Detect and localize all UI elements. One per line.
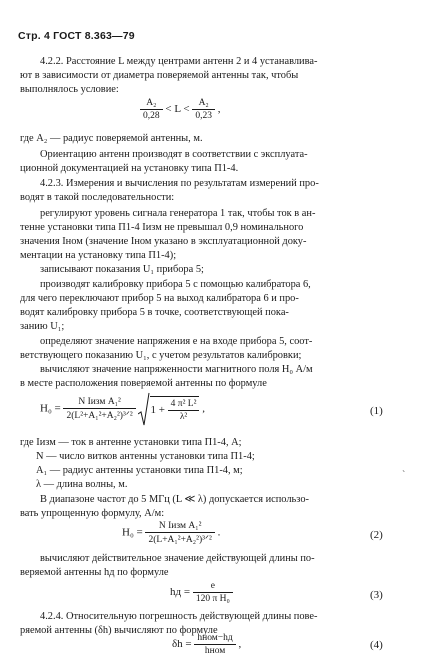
paragraph-line: веряемой антенны hд по формуле xyxy=(20,567,169,578)
numerator: N Iизм A₁² xyxy=(63,397,135,409)
paragraph-line: N — число витков антенны установки типа П1-4; xyxy=(36,451,255,462)
punct: . xyxy=(217,526,221,539)
punct: , xyxy=(202,402,205,415)
condition-formula xyxy=(140,98,220,121)
denominator: 2(L+A₁²+A₂²)³ᐟ² xyxy=(148,535,212,545)
paragraph-line: регулируют уровень сигнала генератора 1 так, чтобы ток в ан- xyxy=(40,208,316,219)
paragraph-line: тенне установки типа П1-4 Iизм не превышал 0,9 номинального xyxy=(20,222,304,233)
paragraph-line: в месте расположения поверяемой антенны по формуле xyxy=(20,378,267,389)
numerator: A₂ xyxy=(192,98,215,110)
paragraph-line: вать упрощенную формулу, А/м: xyxy=(20,508,165,519)
denominator: 0,28 xyxy=(143,111,160,121)
punct: , xyxy=(238,638,242,651)
formula-3 xyxy=(170,581,233,604)
paragraph-line: водят в такой последовательности: xyxy=(20,192,175,203)
paragraph-line: λ — длина волны, м. xyxy=(36,479,128,490)
sqrt-body xyxy=(150,396,199,422)
paragraph-line: ют в зависимости от диаметра поверяемой антенны так, чтобы xyxy=(20,70,299,81)
square-root xyxy=(138,392,199,426)
formula-lhs: H₀ = xyxy=(40,402,61,415)
denominator: 120 π H₀ xyxy=(195,594,230,604)
paragraph-line: занию U₁; xyxy=(20,321,65,332)
paragraph-line: ряемой антенны (δh) вычисляют по формуле xyxy=(20,625,218,636)
denominator: hном xyxy=(204,646,226,656)
paragraph-line: ментации на установку типа П1-4); xyxy=(20,250,177,261)
paragraph-line: A₁ — радиус антенны установки типа П1-4, м; xyxy=(36,465,243,476)
denominator: λ² xyxy=(179,412,188,422)
punct: , xyxy=(217,103,221,116)
paragraph-line: где A₂ — радиус поверяемой антенны, м. xyxy=(20,133,203,144)
fraction xyxy=(168,399,200,422)
paragraph-line: для чего переключают прибор 5 на выход калибратора 6 и про- xyxy=(20,293,299,304)
paragraph-line: выполнялось условие: xyxy=(20,84,119,95)
stray-mark: ˋ xyxy=(402,470,406,481)
fraction xyxy=(194,633,235,656)
paragraph-line: водят калибровку прибора 5 в точке, соответствующей пока- xyxy=(20,307,289,318)
sqrt-sign-icon xyxy=(138,392,150,426)
numerator: 4 π² L² xyxy=(168,399,200,411)
paragraph-line: определяют значение напряжения e на входе прибора 5, соот- xyxy=(40,336,313,347)
fraction xyxy=(145,521,214,545)
paragraph-line: ционной документацией на установку типа П1-4. xyxy=(20,163,239,174)
fraction xyxy=(192,98,215,121)
paragraph-line: вычисляют действительное значение действующей длины по- xyxy=(40,553,315,564)
denominator: 0,23 xyxy=(195,111,212,121)
formula-1 xyxy=(40,392,205,426)
fraction xyxy=(140,98,163,121)
paragraph-line: значения Iном (значение Iном указано в эксплуатационной доку- xyxy=(20,236,307,247)
numerator: A₂ xyxy=(140,98,163,110)
fraction xyxy=(63,397,135,421)
paragraph-line: В диапазоне частот до 5 МГц (L ≪ λ) допускается использо- xyxy=(40,494,309,505)
numerator: hном−hд xyxy=(194,633,235,645)
formula-lhs: H₀ = xyxy=(122,526,143,539)
paragraph-line: ветствующего показанию U₁, с учетом результатов калибровки; xyxy=(20,350,302,361)
fraction xyxy=(193,581,233,604)
paragraph-line: 4.2.2. Расстояние L между центрами антенн 2 и 4 устанавлива- xyxy=(40,56,318,67)
equation-number: (2) xyxy=(370,529,383,541)
page-header: Стр. 4 ГОСТ 8.363—79 xyxy=(18,30,135,42)
numerator: N Iизм A₁² xyxy=(145,521,214,533)
formula-lhs: hд = xyxy=(170,586,191,599)
paragraph-line: вычисляют значение напряженности магнитного поля H₀ А/м xyxy=(40,364,313,375)
formula-lhs: δh = xyxy=(172,638,192,651)
formula-4 xyxy=(172,633,241,656)
equation-number: (3) xyxy=(370,589,383,601)
denominator: 2(L²+A₁²+A₂²)³ᐟ² xyxy=(66,411,133,421)
paragraph-line: 4.2.4. Относительную погрешность действующей длины пове- xyxy=(40,611,318,622)
equation-number: (4) xyxy=(370,639,383,651)
inequality: < L < xyxy=(165,103,190,116)
formula-2 xyxy=(122,521,220,545)
paragraph-line: 4.2.3. Измерения и вычисления по результатам измерений про- xyxy=(40,178,319,189)
term: 1 + xyxy=(150,404,165,417)
numerator: e xyxy=(193,581,233,593)
paragraph-line: производят калибровку прибора 5 с помощью калибратора 6, xyxy=(40,279,311,290)
paragraph-line: Ориентацию антенн производят в соответствии с эксплуата- xyxy=(40,149,308,160)
equation-number: (1) xyxy=(370,405,383,417)
paragraph-line: где Iизм — ток в антенне установки типа П1-4, А; xyxy=(20,437,242,448)
paragraph-line: записывают показания U₁ прибора 5; xyxy=(40,264,204,275)
